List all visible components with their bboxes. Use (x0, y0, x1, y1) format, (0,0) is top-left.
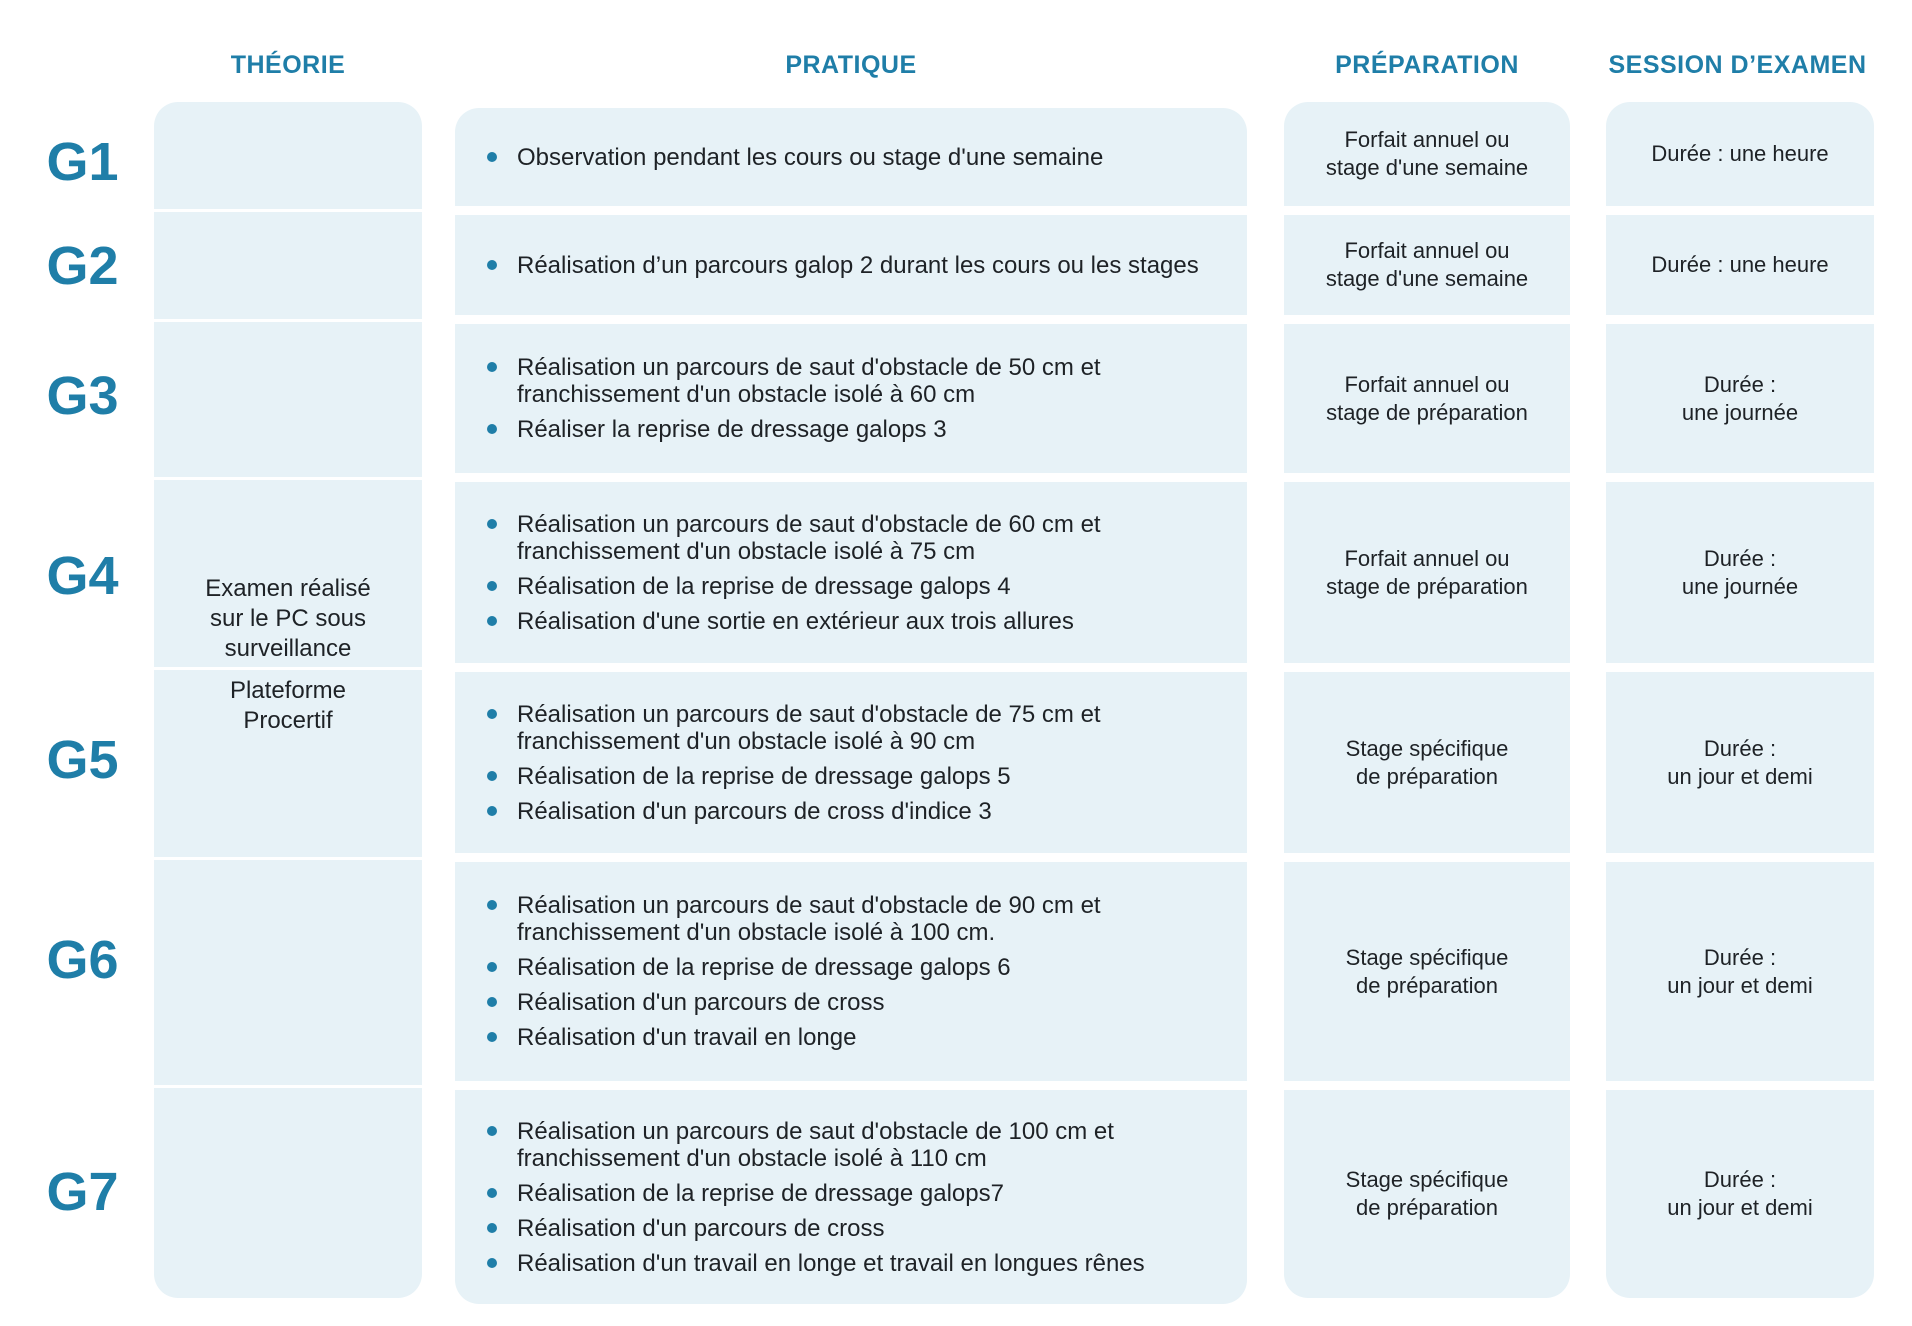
level-label-g5: G5 (46, 730, 119, 790)
header-session: SESSION D’EXAMEN (1608, 51, 1867, 79)
list-item: Réalisation un parcours de saut d'obstacle de 60 cm et franchissement d'un obstacle isolé à 75 cm (517, 511, 1227, 565)
row-separator (1284, 206, 1570, 215)
level-label-g1: G1 (46, 132, 119, 192)
pratique-cell-g4 (455, 482, 1247, 663)
row-separator (154, 319, 422, 322)
session-line: Durée : (1703, 735, 1777, 761)
session-line: un jour et demi (1667, 972, 1813, 998)
level-label-g2: G2 (46, 236, 119, 296)
session-line: Durée : une heure (1651, 141, 1829, 166)
session-line: Durée : (1703, 545, 1777, 571)
row-separator (1284, 853, 1570, 862)
preparation-cell-g4 (1284, 482, 1570, 663)
preparation-line: de préparation (1356, 1195, 1498, 1220)
list-item: Réalisation d'un parcours de cross (517, 1215, 1227, 1242)
row-separator (1606, 473, 1874, 482)
level-label-g7: G7 (46, 1162, 119, 1222)
theorie-line: Procertif (243, 707, 333, 734)
row-separator (154, 857, 422, 860)
level-label-g6: G6 (46, 930, 119, 990)
list-item: Réalisation un parcours de saut d'obstacle de 50 cm et franchissement d'un obstacle isolé à 60 cm (517, 354, 1227, 408)
level-label-g3: G3 (46, 366, 119, 426)
session-cell-g6 (1606, 862, 1874, 1081)
level-label-g4: G4 (46, 546, 119, 606)
preparation-line: Stage spécifique (1345, 944, 1509, 970)
pratique-cell-g7 (455, 1090, 1247, 1304)
session-line: Durée : (1703, 371, 1777, 397)
theorie-cell (154, 560, 422, 750)
pratique-list (455, 346, 1247, 451)
row-separator (154, 477, 422, 480)
row-separator (455, 206, 1247, 215)
row-separator (455, 853, 1247, 862)
session-cell-g2 (1606, 215, 1874, 315)
row-separator (154, 209, 422, 212)
preparation-cell-g6 (1284, 862, 1570, 1081)
header-pratique: PRATIQUE (785, 51, 917, 79)
header-theorie: THÉORIE (230, 51, 346, 79)
session-cell-g4 (1606, 482, 1874, 663)
row-separator (1606, 853, 1874, 862)
pratique-list (455, 244, 1219, 287)
row-separator (1606, 206, 1874, 215)
preparation-line: Forfait annuel ou (1344, 371, 1510, 397)
preparation-line: stage de préparation (1326, 399, 1528, 425)
preparation-line: Stage spécifique (1345, 735, 1509, 761)
pratique-cell-g5 (455, 672, 1247, 853)
preparation-line: stage de préparation (1326, 573, 1528, 599)
session-cell-g1 (1606, 102, 1874, 206)
session-line: Durée : (1703, 1167, 1777, 1192)
row-separator (1606, 315, 1874, 324)
theorie-line: surveillance (224, 635, 352, 662)
row-separator (455, 315, 1247, 324)
preparation-cell-g5 (1284, 672, 1570, 853)
list-item: Réalisation un parcours de saut d'obstacle de 75 cm et franchissement d'un obstacle isolé à 90 cm (517, 701, 1227, 755)
list-item: Réaliser la reprise de dressage galops 3 (517, 416, 1227, 443)
list-item: Réalisation d'un travail en longe (517, 1024, 1227, 1051)
row-separator (1284, 315, 1570, 324)
session-line: une journée (1681, 399, 1799, 425)
list-item: Réalisation un parcours de saut d'obstacle de 100 cm et franchissement d'un obstacle isolé à 110 cm (517, 1118, 1227, 1172)
row-separator (1284, 473, 1570, 482)
preparation-line: de préparation (1356, 972, 1498, 998)
preparation-line: stage d'une semaine (1325, 266, 1529, 291)
preparation-line: Forfait annuel ou (1344, 545, 1510, 571)
preparation-cell-g1 (1284, 102, 1570, 206)
pratique-list (455, 136, 1123, 179)
session-cell-g7 (1606, 1090, 1874, 1298)
preparation-line: Forfait annuel ou (1344, 127, 1510, 152)
preparation-cell-g2 (1284, 215, 1570, 315)
row-separator (154, 1085, 422, 1088)
session-cell-g3 (1606, 324, 1874, 473)
list-item: Réalisation d'une sortie en extérieur aux trois allures (517, 608, 1227, 635)
preparation-line: de préparation (1356, 763, 1498, 789)
pratique-cell-g3 (455, 324, 1247, 473)
pratique-list (455, 503, 1247, 643)
row-separator (1606, 1081, 1874, 1090)
row-separator (455, 473, 1247, 482)
row-separator (1606, 663, 1874, 672)
list-item: Réalisation d'un parcours de cross d'indice 3 (517, 798, 1227, 825)
list-item: Réalisation d'un travail en longe et travail en longues rênes (517, 1250, 1227, 1277)
preparation-line: Forfait annuel ou (1344, 238, 1510, 263)
preparation-cell-g7 (1284, 1090, 1570, 1298)
row-separator (1284, 663, 1570, 672)
row-separator (455, 663, 1247, 672)
row-separator (455, 1081, 1247, 1090)
session-line: un jour et demi (1667, 1195, 1813, 1220)
theorie-line: sur le PC sous (209, 605, 367, 632)
pratique-cell-g6 (455, 862, 1247, 1081)
pratique-cell-g1 (455, 108, 1247, 206)
row-separator (1284, 1081, 1570, 1090)
header-preparation: PRÉPARATION (1335, 51, 1519, 79)
session-line: Durée : une heure (1651, 252, 1829, 277)
theorie-line: Examen réalisé (205, 575, 371, 602)
pratique-list (455, 1110, 1247, 1285)
preparation-cell-g3 (1284, 324, 1570, 473)
list-item: Réalisation d’un parcours galop 2 durant les cours ou les stages (517, 251, 1199, 279)
pratique-cell-g2 (455, 215, 1247, 315)
preparation-line: stage d'une semaine (1325, 155, 1529, 180)
list-item: Réalisation de la reprise de dressage galops 4 (517, 573, 1227, 600)
list-item: Réalisation de la reprise de dressage galops 6 (517, 954, 1227, 981)
list-item: Réalisation de la reprise de dressage galops 5 (517, 763, 1227, 790)
pratique-list (455, 884, 1247, 1059)
session-cell-g5 (1606, 672, 1874, 853)
list-item: Réalisation de la reprise de dressage galops7 (517, 1180, 1227, 1207)
session-line: un jour et demi (1667, 763, 1813, 789)
pratique-list (455, 693, 1247, 833)
session-line: Durée : (1703, 944, 1777, 970)
preparation-line: Stage spécifique (1345, 1167, 1509, 1192)
theorie-line: Plateforme (229, 677, 347, 704)
list-item: Réalisation un parcours de saut d'obstacle de 90 cm et franchissement d'un obstacle isolé à 100 cm. (517, 892, 1227, 946)
list-item: Réalisation d'un parcours de cross (517, 989, 1227, 1016)
session-line: une journée (1681, 573, 1799, 599)
list-item: Observation pendant les cours ou stage d'une semaine (517, 143, 1104, 171)
